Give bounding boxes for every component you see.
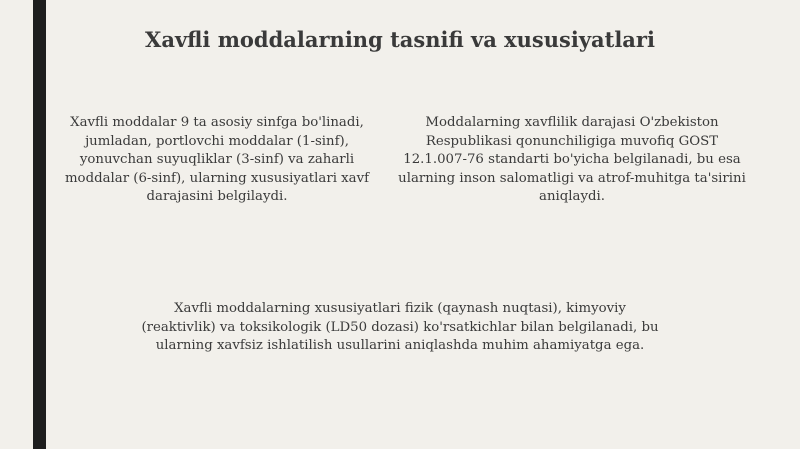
paragraph-bottom: Xavfli moddalarning xususiyatlari fizik (qaynash nuqtasi), kimyoviy (reaktivlik) va toksikologik (LD50 dozasi) ko'rsatkichlar bilan belgilanadi, bu ularning xavfsiz ishlatilish usullarini aniqlashda muhim ahamiyatga ega. <box>141 301 659 353</box>
left-accent-bar <box>33 0 46 449</box>
paragraph-left: Xavfli moddalar 9 ta asosiy sinfga bo'linadi, jumladan, portlovchi moddalar (1-sinf), yonuvchan suyuqliklar (3-sinf) va zaharli moddalar (6-sinf), ularning xususiyatlari xavf darajasini belgilaydi. <box>64 115 370 204</box>
paragraph-right: Moddalarning xavflilik darajasi O'zbekiston Respublikasi qonunchiligiga muvofiq GOST 12.1.007-76 standarti bo'yicha belgilanadi, bu esa ularning inson salomatligi va atrof-muhitga ta'sirini aniqlaydi. <box>398 115 746 204</box>
slide-title: Xavfli moddalarning tasnifi va xususiyatlari <box>145 27 655 52</box>
